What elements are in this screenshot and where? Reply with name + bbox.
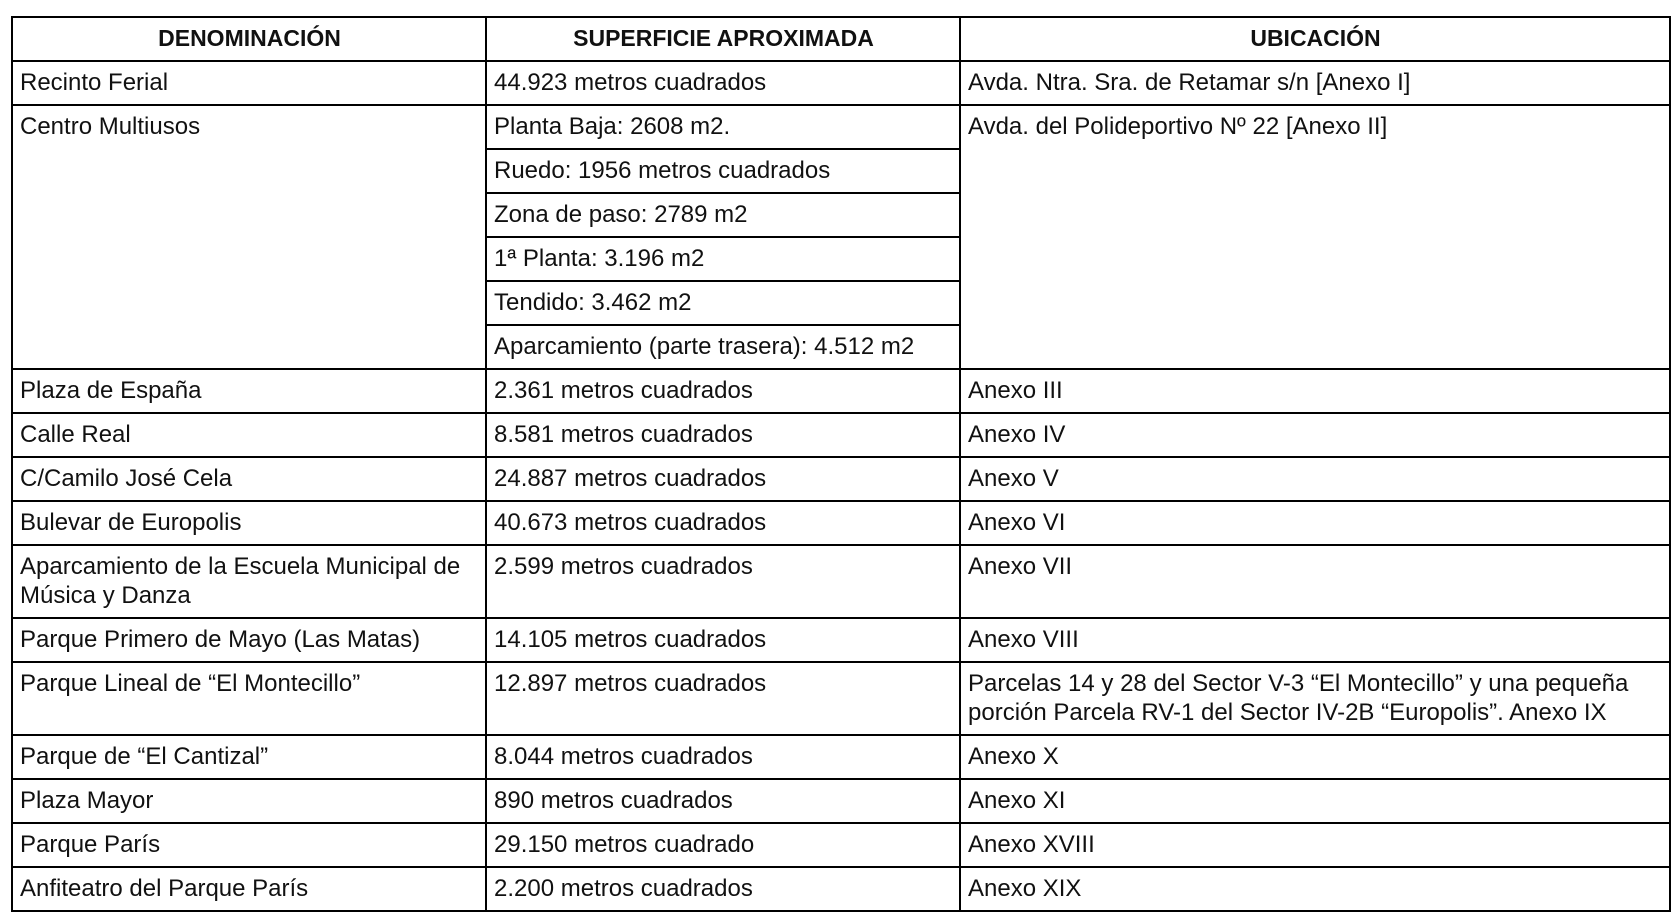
table-row [12, 413, 1670, 457]
cell-name: Parque Lineal de “El Montecillo” [12, 662, 486, 735]
cell-surface: 1ª Planta: 3.196 m2 [486, 237, 960, 281]
cell-location: Anexo VIII [960, 618, 1670, 662]
cell-location: Avda. Ntra. Sra. de Retamar s/n [Anexo I] [960, 61, 1670, 105]
table-row [12, 545, 1670, 618]
cell-location: Anexo XIX [960, 867, 1670, 911]
table-row [12, 867, 1670, 911]
table-row [12, 823, 1670, 867]
cell-name: Plaza de España [12, 369, 486, 413]
table-row [12, 735, 1670, 779]
cell-surface: 890 metros cuadrados [486, 779, 960, 823]
cell-location: Anexo VI [960, 501, 1670, 545]
cell-surface: Zona de paso: 2789 m2 [486, 193, 960, 237]
cell-location: Anexo V [960, 457, 1670, 501]
cell-name: Parque París [12, 823, 486, 867]
header-denominacion: DENOMINACIÓN [12, 17, 486, 61]
cell-location: Anexo XI [960, 779, 1670, 823]
cell-surface: 44.923 metros cuadrados [486, 61, 960, 105]
cell-location: Anexo X [960, 735, 1670, 779]
table-row [12, 369, 1670, 413]
cell-name: Calle Real [12, 413, 486, 457]
table-row [12, 105, 1670, 149]
cell-surface: Planta Baja: 2608 m2. [486, 105, 960, 149]
cell-surface: 24.887 metros cuadrados [486, 457, 960, 501]
table-row [12, 618, 1670, 662]
cell-surface: 8.044 metros cuadrados [486, 735, 960, 779]
cell-location: Anexo IV [960, 413, 1670, 457]
spaces-table [11, 16, 1671, 912]
cell-name: Bulevar de Europolis [12, 501, 486, 545]
cell-name: Parque de “El Cantizal” [12, 735, 486, 779]
cell-surface: 29.150 metros cuadrado [486, 823, 960, 867]
cell-surface: 2.599 metros cuadrados [486, 545, 960, 618]
cell-location: Anexo III [960, 369, 1670, 413]
cell-name: Aparcamiento de la Escuela Municipal de Música y Danza [12, 545, 486, 618]
cell-location: Anexo VII [960, 545, 1670, 618]
table-row [12, 662, 1670, 735]
cell-name: Centro Multiusos [12, 105, 486, 369]
cell-name: Anfiteatro del Parque París [12, 867, 486, 911]
cell-name: Plaza Mayor [12, 779, 486, 823]
cell-surface: 12.897 metros cuadrados [486, 662, 960, 735]
cell-surface: 14.105 metros cuadrados [486, 618, 960, 662]
cell-name: Recinto Ferial [12, 61, 486, 105]
table-row [12, 779, 1670, 823]
cell-location: Anexo XVIII [960, 823, 1670, 867]
cell-surface: 2.361 metros cuadrados [486, 369, 960, 413]
cell-surface: 40.673 metros cuadrados [486, 501, 960, 545]
header-ubicacion: UBICACIÓN [960, 17, 1670, 61]
cell-surface: 2.200 metros cuadrados [486, 867, 960, 911]
header-row [12, 17, 1670, 61]
cell-location: Parcelas 14 y 28 del Sector V-3 “El Montecillo” y una pequeña porción Parcela RV-1 del Sector IV-2B “Europolis”. Anexo IX [960, 662, 1670, 735]
cell-location: Avda. del Polideportivo Nº 22 [Anexo II] [960, 105, 1670, 369]
cell-surface: Ruedo: 1956 metros cuadrados [486, 149, 960, 193]
cell-surface: 8.581 metros cuadrados [486, 413, 960, 457]
cell-surface: Tendido: 3.462 m2 [486, 281, 960, 325]
table-row [12, 61, 1670, 105]
cell-surface: Aparcamiento (parte trasera): 4.512 m2 [486, 325, 960, 369]
table-row [12, 501, 1670, 545]
header-superficie: SUPERFICIE APROXIMADA [486, 17, 960, 61]
cell-name: C/Camilo José Cela [12, 457, 486, 501]
cell-name: Parque Primero de Mayo (Las Matas) [12, 618, 486, 662]
table-row [12, 457, 1670, 501]
